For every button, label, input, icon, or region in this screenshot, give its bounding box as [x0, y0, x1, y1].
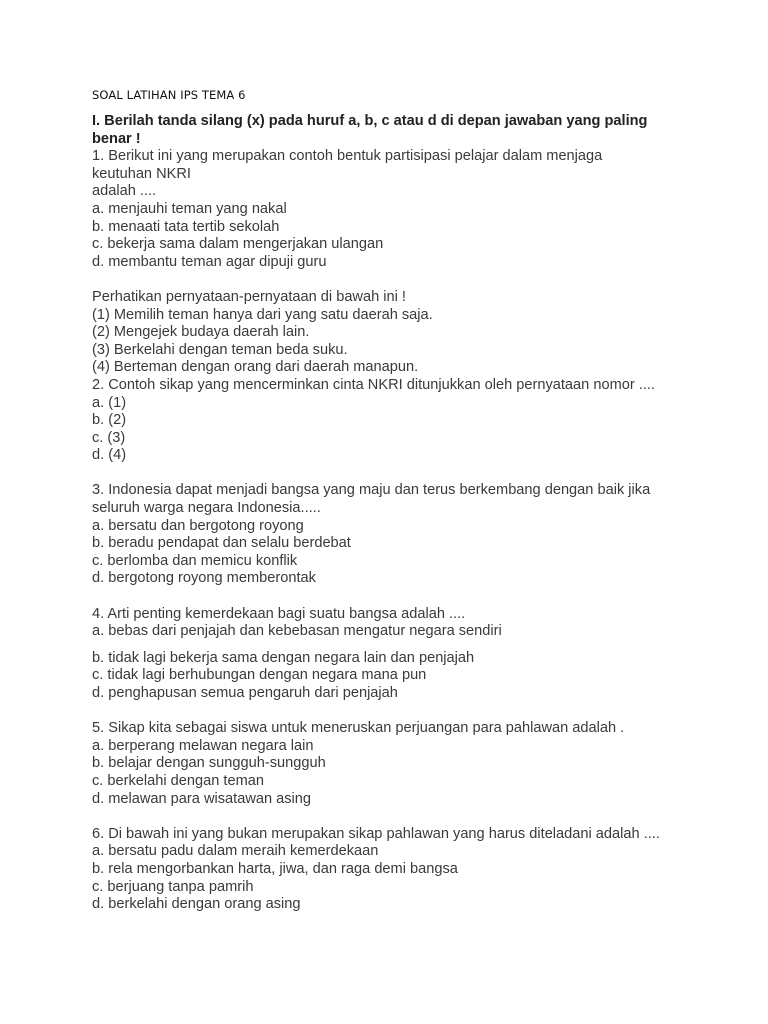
spacer [92, 588, 712, 606]
question-text: 2. Contoh sikap yang mencerminkan cinta NKRI ditunjukkan oleh pernyataan nomor .... [92, 376, 655, 393]
statement: (1) Memilih teman hanya dari yang satu daerah saja. [92, 306, 433, 323]
answer-option: c. berlomba dan memicu konflik [92, 552, 298, 569]
answer-option: a. bebas dari penjajah dan kebebasan mengatur negara sendiri [92, 623, 502, 640]
spacer [92, 465, 712, 483]
answer-option: c. bekerja sama dalam mengerjakan ulangan [92, 236, 384, 253]
answer-option: a. bersatu padu dalam meraih kemerdekaan [92, 843, 379, 860]
question-text: 3. Indonesia dapat menjadi bangsa yang maju dan terus berkembang dengan baik jika [92, 482, 651, 499]
answer-option: d. penghapusan semua pengaruh dari penjajah [92, 685, 398, 701]
spacer [92, 271, 712, 289]
document-body [92, 113, 712, 914]
instruction-line-2: benar ! [92, 130, 141, 147]
instruction-line-1: I. Berilah tanda silang (x) pada huruf a, b, c atau d di depan jawaban yang paling [92, 113, 648, 129]
answer-option: b. tidak lagi bekerja sama dengan negara lain dan penjajah [92, 649, 475, 666]
answer-option: c. berjuang tanpa pamrih [92, 878, 254, 895]
answer-option: d. membantu teman agar dipuji guru [92, 253, 327, 270]
question-text: keutuhan NKRI [92, 165, 191, 182]
statement: (3) Berkelahi dengan teman beda suku. [92, 341, 348, 358]
answer-option: b. belajar dengan sungguh-sungguh [92, 755, 326, 772]
answer-option: a. (1) [92, 394, 127, 411]
answer-option: c. tidak lagi berhubungan dengan negara mana pun [92, 667, 427, 684]
question-text: 6. Di bawah ini yang bukan merupakan sikap pahlawan yang harus diteladani adalah .... [92, 825, 660, 842]
question-text: 1. Berikut ini yang merupakan contoh bentuk partisipasi pelajar dalam menjaga [92, 148, 603, 165]
spacer [92, 808, 712, 826]
answer-option: d. (4) [92, 447, 127, 464]
answer-option: b. menaati tata tertib sekolah [92, 218, 280, 235]
spacer [92, 703, 712, 721]
answer-option: c. berkelahi dengan teman [92, 772, 264, 789]
page-title: SOAL LATIHAN IPS TEMA 6 [92, 88, 246, 102]
answer-option: b. rela mengorbankan harta, jiwa, dan raga demi bangsa [92, 860, 458, 877]
spacer [92, 641, 712, 650]
answer-option: a. menjauhi teman yang nakal [92, 200, 287, 217]
question-3 [92, 482, 712, 588]
answer-option: b. (2) [92, 412, 127, 429]
statement: (2) Mengejek budaya daerah lain. [92, 324, 310, 341]
question-6 [92, 826, 712, 914]
answer-option: d. bergotong royong memberontak [92, 570, 316, 587]
answer-option: d. berkelahi dengan orang asing [92, 896, 301, 913]
question-2 [92, 289, 712, 465]
statement: (4) Berteman dengan orang dari daerah manapun. [92, 359, 419, 376]
question-5 [92, 720, 712, 808]
answer-option: a. bersatu dan bergotong royong [92, 517, 304, 534]
question-text: 5. Sikap kita sebagai siswa untuk meneruskan perjuangan para pahlawan adalah . [92, 720, 625, 737]
question-text: 4. Arti penting kemerdekaan bagi suatu bangsa adalah .... [92, 605, 466, 622]
answer-option: c. (3) [92, 429, 126, 446]
question-intro: Perhatikan pernyataan-pernyataan di bawah ini ! [92, 288, 406, 305]
question-text: adalah .... [92, 183, 157, 200]
question-4 [92, 606, 712, 703]
answer-option: b. beradu pendapat dan selalu berdebat [92, 535, 351, 552]
question-text: seluruh warga negara Indonesia..... [92, 500, 321, 517]
question-1 [92, 148, 712, 271]
answer-option: d. melawan para wisatawan asing [92, 790, 312, 807]
answer-option: a. berperang melawan negara lain [92, 737, 314, 754]
